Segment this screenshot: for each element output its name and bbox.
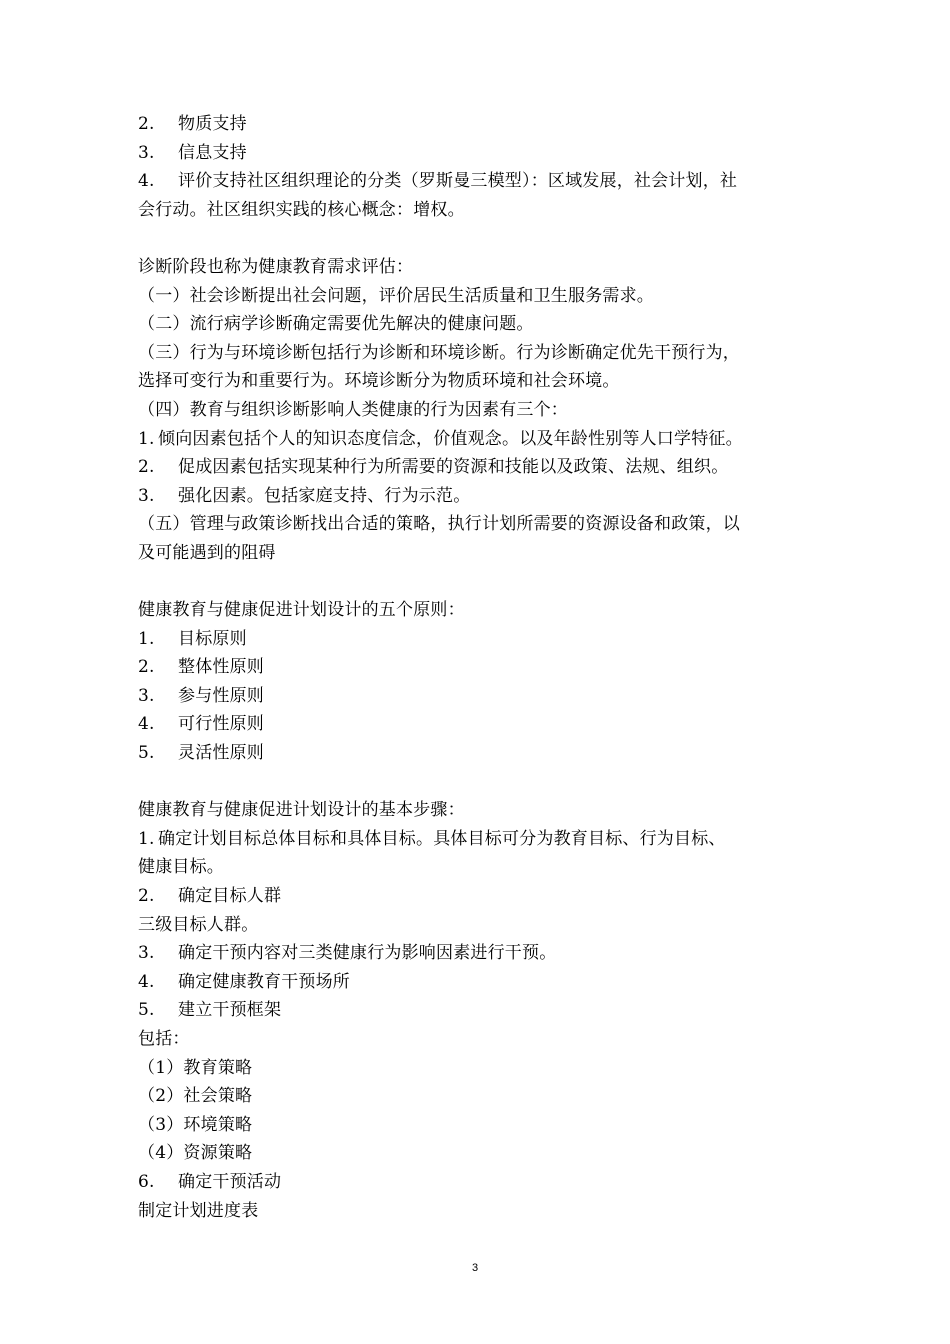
- section-heading: 诊断阶段也称为健康教育需求评估：: [138, 256, 414, 277]
- paragraph-continuation: 健康目标。: [138, 857, 224, 878]
- paragraph: （五）管理与政策诊断找出合适的策略，执行计划所需要的资源设备和政策，以: [138, 514, 740, 535]
- section-heading: 健康教育与健康促进计划设计的五个原则：: [138, 600, 465, 621]
- list-item: 1. 确定计划目标总体目标和具体目标。具体目标可分为教育目标、行为目标、: [138, 828, 726, 849]
- spacer: [138, 224, 828, 253]
- paragraph: （二）流行病学诊断确定需要优先解决的健康问题。: [138, 314, 534, 335]
- list-item: （2）社会策略: [138, 1086, 253, 1107]
- list-item: 4. 评价支持社区组织理论的分类（罗斯曼三模型）：区域发展，社会计划，社: [138, 171, 738, 192]
- paragraph: 三级目标人群。: [138, 914, 259, 935]
- list-item: 4. 可行性原则: [138, 714, 264, 735]
- list-item: 2. 确定目标人群: [138, 886, 282, 907]
- list-item: 3. 确定干预内容对三类健康行为影响因素进行干预。: [138, 943, 557, 964]
- paragraph-continuation: 选择可变行为和重要行为。环境诊断分为物质环境和社会环境。: [138, 371, 620, 392]
- spacer: [138, 768, 828, 797]
- page-number: 3: [471, 1262, 479, 1274]
- paragraph: （三）行为与环境诊断包括行为诊断和环境诊断。行为诊断确定优先干预行为，: [138, 342, 740, 363]
- section-heading: 健康教育与健康促进计划设计的基本步骤：: [138, 800, 465, 821]
- spacer: [138, 568, 828, 597]
- list-item: 4. 确定健康教育干预场所: [138, 971, 350, 992]
- list-item: 2. 物质支持: [138, 114, 247, 134]
- list-item: （4）资源策略: [138, 1143, 253, 1164]
- list-item: 3. 信息支持: [138, 142, 247, 163]
- paragraph-continuation: 会行动。社区组织实践的核心概念：增权。: [138, 199, 465, 220]
- paragraph: 制定计划进度表: [138, 1200, 259, 1221]
- list-item: 6. 确定干预活动: [138, 1171, 282, 1192]
- list-item: 3. 强化因素。包括家庭支持、行为示范。: [138, 485, 471, 506]
- paragraph: 包括：: [138, 1029, 190, 1049]
- list-item: （1）教育策略: [138, 1057, 253, 1078]
- list-item: 1. 倾向因素包括个人的知识态度信念，价值观念。以及年龄性别等人口学特征。: [138, 428, 743, 449]
- list-item: 2. 整体性原则: [138, 657, 264, 678]
- list-item: （3）环境策略: [138, 1114, 253, 1135]
- list-item: 2. 促成因素包括实现某种行为所需要的资源和技能以及政策、法规、组织。: [138, 457, 729, 478]
- paragraph: （四）教育与组织诊断影响人类健康的行为因素有三个：: [138, 399, 568, 420]
- list-item: 3. 参与性原则: [138, 685, 264, 706]
- list-item: 5. 灵活性原则: [138, 743, 264, 764]
- paragraph: （一）社会诊断提出社会问题，评价居民生活质量和卫生服务需求。: [138, 285, 654, 306]
- list-item: 1. 目标原则: [138, 628, 247, 649]
- document-body: [138, 110, 828, 1225]
- paragraph-continuation: 及可能遇到的阻碍: [138, 542, 276, 563]
- list-item: 5. 建立干预框架: [138, 1000, 282, 1021]
